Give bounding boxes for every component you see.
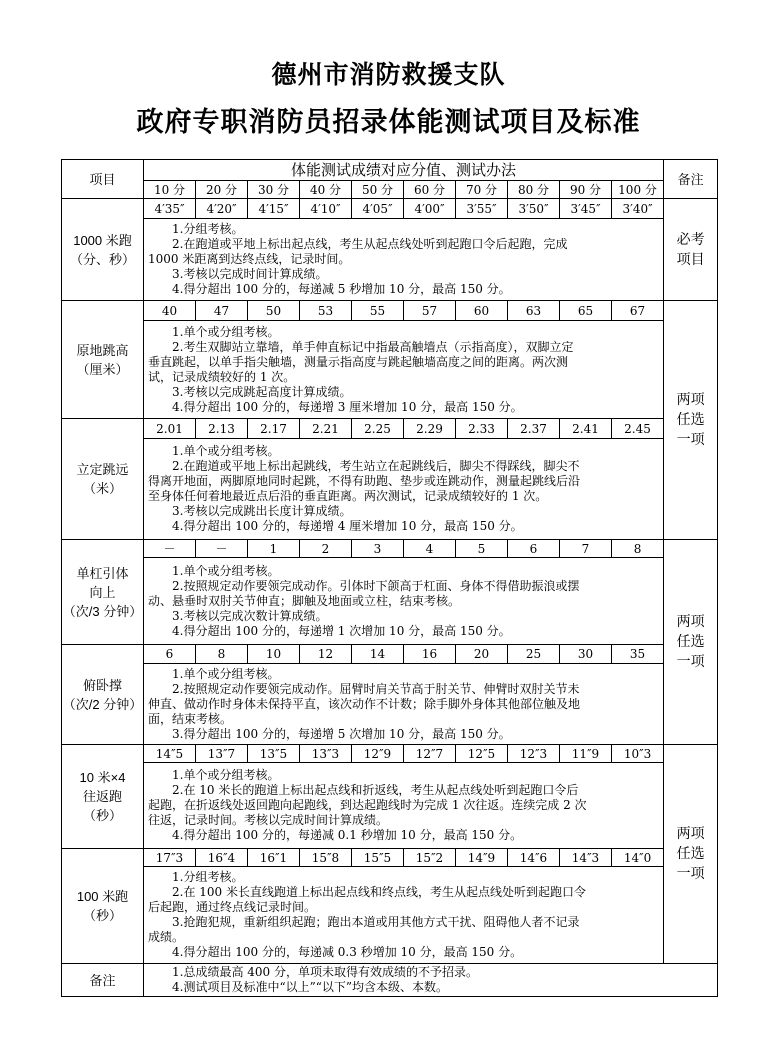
score-value-cell: 13″5 xyxy=(248,745,300,763)
score-value-cell: 8 xyxy=(196,645,248,664)
score-value-cell: 14″5 xyxy=(144,745,196,763)
score-value-cell: 12″3 xyxy=(508,745,560,763)
score-header-cell: 30 分 xyxy=(248,181,300,199)
description-line: 2.在 10 米长的跑道上标出起点线和折返线，考生从起点线处听到起跑口令后 xyxy=(172,783,579,797)
remark-line: 必考 xyxy=(676,231,705,248)
description-line: 3.得分超出 100 分的，每递增 5 次增加 10 分，最高 150 分。 xyxy=(172,726,511,741)
description-line: 1000 米距离到达终点线，记录时间。 xyxy=(148,252,351,266)
score-value-cell: 4′15″ xyxy=(248,199,300,219)
description-line: 4.得分超出 100 分的，每递增 3 厘米增加 10 分，最高 150 分。 xyxy=(172,399,523,414)
score-header-cell: 10 分 xyxy=(144,181,196,199)
score-value-cell: 35 xyxy=(612,645,664,664)
score-value-cell: 40 xyxy=(144,301,196,321)
test-method-description xyxy=(144,439,664,540)
score-value-cell: 14″6 xyxy=(508,849,560,867)
score-value-cell: 65 xyxy=(560,301,612,321)
score-value-cell: 2 xyxy=(300,540,352,558)
item-label-line: （秒） xyxy=(82,908,122,923)
remark-line: 项目 xyxy=(676,251,705,268)
header-item: 项目 xyxy=(62,160,144,199)
document-title: 德州市消防救援支队 xyxy=(271,60,506,89)
score-value-cell: 10″3 xyxy=(612,745,664,763)
score-header-cell: 50 分 xyxy=(352,181,404,199)
score-value-cell: 3′45″ xyxy=(560,199,612,219)
score-value-cell: 57 xyxy=(404,301,456,321)
item-label xyxy=(62,849,144,964)
score-header-cell: 60 分 xyxy=(404,181,456,199)
score-value-cell: 2.13 xyxy=(196,419,248,439)
description-line: 得离开地面，两脚原地同时起跳，不得有助跑、垫步或连跳动作，测量起跳线后沿 xyxy=(148,474,581,488)
description-line: 1.分组考核。 xyxy=(172,870,244,884)
item-label-line: 原地跳高 xyxy=(76,342,129,358)
score-value-cell: 14 xyxy=(352,645,404,664)
score-header-cell: 90 分 xyxy=(560,181,612,199)
remark-line: 两项 xyxy=(676,614,705,630)
remark-line: 一项 xyxy=(676,654,705,670)
description-line: 试，记录成绩较好的 1 次。 xyxy=(148,369,296,384)
description-line: 动、悬垂时双肘关节伸直；脚触及地面或立柱，结束考核。 xyxy=(148,593,461,608)
description-line: 1.单个或分组考核。 xyxy=(172,444,280,458)
remark-line: 两项 xyxy=(676,826,705,842)
footer-note-line: 1.总成绩最高 400 分，单项未取得有效成绩的不予招录。 xyxy=(172,965,478,979)
score-header-cell: 70 分 xyxy=(456,181,508,199)
document-subtitle: 政府专职消防员招录体能测试项目及标准 xyxy=(136,107,641,138)
score-value-cell: 14″9 xyxy=(456,849,508,867)
score-value-cell: 12 xyxy=(300,645,352,664)
description-line: 起跑，在折返线处返回跑向起跑线，到达起跑线时为完成 1 次往返。连续完成 2 次 xyxy=(148,798,587,812)
score-value-cell: 7 xyxy=(560,540,612,558)
standards-table xyxy=(61,159,718,997)
test-method-description xyxy=(144,664,664,745)
header-group: 体能测试成绩对应分值、测试办法 xyxy=(144,160,664,181)
description-line: 3.考核以完成次数计算成绩。 xyxy=(172,608,328,623)
description-line: 2.在跑道或平地上标出起跳线，考生站立在起跳线后，脚尖不得踩线，脚尖不 xyxy=(172,459,580,473)
score-value-cell: 17″3 xyxy=(144,849,196,867)
description-line: 1.分组考核。 xyxy=(172,222,244,236)
score-value-cell: 2.17 xyxy=(248,419,300,439)
remark-line: 任选 xyxy=(676,634,705,650)
score-value-cell: 16 xyxy=(404,645,456,664)
score-value-cell: 10 xyxy=(248,645,300,664)
score-value-cell: 15″5 xyxy=(352,849,404,867)
description-line: 2.考生双脚站立靠墙，单手伸直标记中指最高触墙点（示指高度），双脚立定 xyxy=(172,339,574,354)
score-value-cell: 2.37 xyxy=(508,419,560,439)
description-line: 2.按照规定动作要领完成动作。屈臂时肩关节高于肘关节、伸臂时双肘关节未 xyxy=(172,681,580,696)
score-value-cell: 2.41 xyxy=(560,419,612,439)
score-value-cell: 67 xyxy=(612,301,664,321)
item-label-line: 100 米跑 xyxy=(76,889,129,904)
description-line: 成绩。 xyxy=(148,930,185,944)
score-value-cell: 13″3 xyxy=(300,745,352,763)
test-method-description xyxy=(144,763,664,849)
remark-cell xyxy=(664,199,718,301)
score-value-cell: 60 xyxy=(456,301,508,321)
score-value-cell: 6 xyxy=(508,540,560,558)
test-method-description xyxy=(144,321,664,419)
score-value-cell: 12″7 xyxy=(404,745,456,763)
remark-cell xyxy=(664,540,718,745)
footer-label: 备注 xyxy=(62,964,144,997)
description-line: 4.得分超出 100 分的，每递增 4 厘米增加 10 分，最高 150 分。 xyxy=(172,519,523,533)
description-line: 至身体任何着地最近点后沿的垂直距离。两次测试，记录成绩较好的 1 次。 xyxy=(148,489,548,503)
score-value-cell: 16″4 xyxy=(196,849,248,867)
score-header-cell: 20 分 xyxy=(196,181,248,199)
test-method-description xyxy=(144,867,664,964)
score-value-cell: 4′05″ xyxy=(352,199,404,219)
item-label-line: 立定跳远 xyxy=(76,462,129,477)
description-line: 4.得分超出 100 分的，每递增 1 次增加 10 分，最高 150 分。 xyxy=(172,623,511,638)
description-line: 1.单个或分组考核。 xyxy=(172,666,280,681)
score-header-cell: 80 分 xyxy=(508,181,560,199)
score-value-cell: 53 xyxy=(300,301,352,321)
item-label xyxy=(62,301,144,419)
score-value-cell: 15″8 xyxy=(300,849,352,867)
description-line: 3.考核以完成跳起高度计算成绩。 xyxy=(172,384,352,399)
description-line: 面，结束考核。 xyxy=(148,711,233,726)
score-value-cell: 2.33 xyxy=(456,419,508,439)
item-label-line: 向上 xyxy=(89,584,116,600)
header-remark: 备注 xyxy=(664,160,718,199)
description-line: 2.在跑道或平地上标出起点线，考生从起点线处听到起跑口令后起跑，完成 xyxy=(172,237,568,251)
item-label-line: 10 米×4 xyxy=(79,770,126,785)
test-method-description xyxy=(144,558,664,645)
description-line: 2.按照规定动作要领完成动作。引体时下颌高于杠面、身体不得借助振浪或摆 xyxy=(172,578,580,593)
score-value-cell: 8 xyxy=(612,540,664,558)
item-label-line: 单杠引体 xyxy=(76,565,129,581)
item-label-line: （分、秒） xyxy=(69,251,135,267)
score-value-cell: 3 xyxy=(352,540,404,558)
score-value-cell: 3′40″ xyxy=(612,199,664,219)
score-value-cell: 5 xyxy=(456,540,508,558)
description-line: 1.单个或分组考核。 xyxy=(172,563,280,578)
description-line: 4.得分超出 100 分的，每递减 0.3 秒增加 10 分，最高 150 分。 xyxy=(172,945,523,959)
score-value-cell: 30 xyxy=(560,645,612,664)
item-label-line: （厘米） xyxy=(76,361,129,377)
score-value-cell: 11″9 xyxy=(560,745,612,763)
test-method-description xyxy=(144,219,664,301)
score-value-cell: 2.01 xyxy=(144,419,196,439)
score-value-cell: － xyxy=(144,540,196,558)
remark-line: 一项 xyxy=(676,432,705,448)
score-value-cell: 14″3 xyxy=(560,849,612,867)
item-label xyxy=(62,199,144,301)
description-line: 后起跑，通过终点线记录时间。 xyxy=(148,900,317,914)
score-value-cell: 2.45 xyxy=(612,419,664,439)
item-label xyxy=(62,540,144,645)
score-value-cell: 14″0 xyxy=(612,849,664,867)
description-line: 3.考核以完成跳出长度计算成绩。 xyxy=(172,504,352,518)
description-line: 4.得分超出 100 分的，每递减 0.1 秒增加 10 分，最高 150 分。 xyxy=(172,828,523,842)
remark-line: 两项 xyxy=(676,392,705,408)
item-label xyxy=(62,745,144,849)
item-label-line: （米） xyxy=(82,481,122,496)
footer-note-line: 4.测试项目及标准中“以上”“以下”均含本级、本数。 xyxy=(172,980,448,994)
score-value-cell: 13″7 xyxy=(196,745,248,763)
score-value-cell: 6 xyxy=(144,645,196,664)
description-line: 1.单个或分组考核。 xyxy=(172,768,280,782)
score-value-cell: 20 xyxy=(456,645,508,664)
score-value-cell: 2.25 xyxy=(352,419,404,439)
remark-line: 任选 xyxy=(676,846,705,862)
remark-line: 一项 xyxy=(676,866,705,882)
footer-notes xyxy=(144,964,718,997)
description-line: 1.单个或分组考核。 xyxy=(172,324,280,339)
item-label xyxy=(62,645,144,745)
description-line: 3.抢跑犯规，重新组织起跑；跑出本道或用其他方式干扰、阻碍他人者不记录 xyxy=(172,915,580,929)
score-value-cell: 47 xyxy=(196,301,248,321)
description-line: 2.在 100 米长直线跑道上标出起点线和终点线，考生从起点线处听到起跑口令 xyxy=(172,885,586,899)
score-value-cell: 4 xyxy=(404,540,456,558)
score-value-cell: 12″9 xyxy=(352,745,404,763)
score-value-cell: 2.21 xyxy=(300,419,352,439)
description-line: 往返，记录时间。考核以完成时间计算成绩。 xyxy=(148,813,389,827)
item-label-line: （次/2 分钟） xyxy=(62,696,143,712)
score-value-cell: 16″1 xyxy=(248,849,300,867)
description-line: 4.得分超出 100 分的，每递减 5 秒增加 10 分，最高 150 分。 xyxy=(172,282,511,296)
score-value-cell: 55 xyxy=(352,301,404,321)
score-header-cell: 100 分 xyxy=(612,181,664,199)
score-value-cell: 1 xyxy=(248,540,300,558)
score-value-cell: 63 xyxy=(508,301,560,321)
score-header-cell: 40 分 xyxy=(300,181,352,199)
item-label-line: （秒） xyxy=(82,808,122,823)
score-value-cell: 4′35″ xyxy=(144,199,196,219)
score-value-cell: 2.29 xyxy=(404,419,456,439)
score-value-cell: 4′00″ xyxy=(404,199,456,219)
item-label-line: 往返跑 xyxy=(82,789,122,804)
score-value-cell: 50 xyxy=(248,301,300,321)
item-label-line: （次/3 分钟） xyxy=(62,603,143,619)
description-line: 3.考核以完成时间计算成绩。 xyxy=(172,267,328,281)
description-line: 伸直、做动作时身体未保持平直，该次动作不计数；除手脚外身体其他部位触及地 xyxy=(148,696,581,711)
score-value-cell: 3′55″ xyxy=(456,199,508,219)
item-label-line: 俯卧撑 xyxy=(82,677,122,693)
score-value-cell: 12″5 xyxy=(456,745,508,763)
score-value-cell: 25 xyxy=(508,645,560,664)
remark-cell xyxy=(664,301,718,540)
item-label xyxy=(62,419,144,540)
score-value-cell: 4′10″ xyxy=(300,199,352,219)
score-value-cell: － xyxy=(196,540,248,558)
item-label-line: 1000 米跑 xyxy=(73,232,132,248)
description-line: 垂直跳起，以单手指尖触墙，测量示指高度与跳起触墙高度之间的距离。两次测 xyxy=(148,354,569,369)
remark-cell xyxy=(664,745,718,964)
score-value-cell: 3′50″ xyxy=(508,199,560,219)
score-value-cell: 15″2 xyxy=(404,849,456,867)
remark-line: 任选 xyxy=(676,412,705,428)
score-value-cell: 4′20″ xyxy=(196,199,248,219)
